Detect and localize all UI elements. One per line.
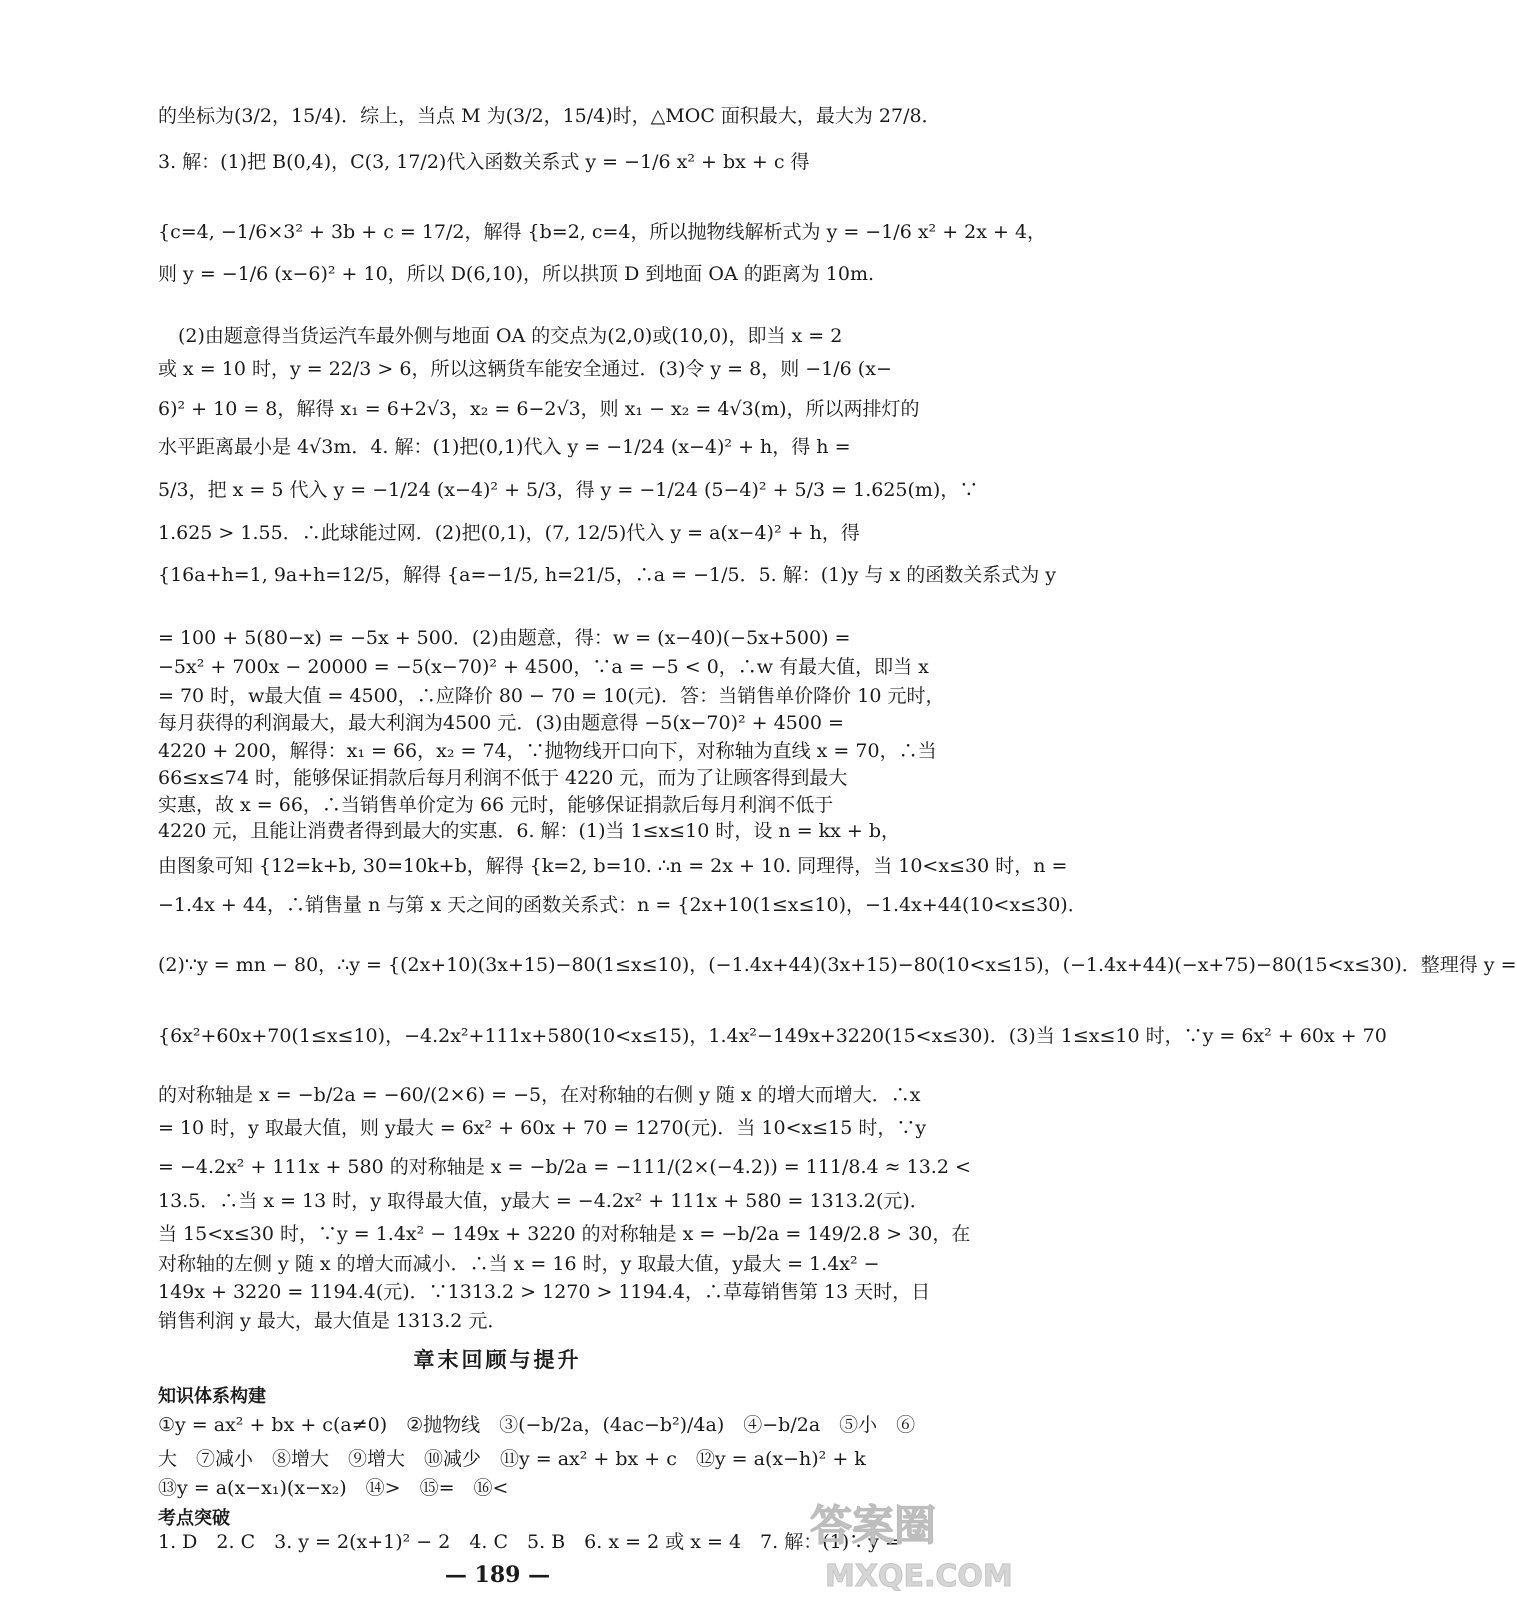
subheading: 知识体系构建 [158,1386,266,1407]
text-line: 的对称轴是 x = −b/2a = −60/(2×6) = −5，在对称轴的右侧 y 随 x 的增大而增大．∴x [158,1084,921,1106]
text-line: 实惠，故 x = 66，∴当销售单价定为 66 元时，能够保证捐款后每月利润不低于 [158,794,834,816]
text-line: = 10 时，y 取最大值，则 y最大 = 6x² + 60x + 70 = 1270(元)．当 10<x≤15 时，∵y [158,1117,927,1139]
review-line: 大 ⑦减小 ⑧增大 ⑨增大 ⑩减少 ⑪y = ax² + bx + c ⑫y = a(x−h)² + k [158,1448,866,1470]
text-line: (2)由题意得当货运汽车最外侧与地面 OA 的交点为(2,0)或(10,0)，即当 x = 2 [178,325,843,347]
text-line: 每月获得的利润最大，最大利润为4500 元．(3)由题意得 −5(x−70)² + 4500 = [158,712,844,734]
review-line: ①y = ax² + bx + c(a≠0) ②抛物线 ③(−b/2a，(4ac−b²)/4a) ④−b/2a ⑤小 ⑥ [158,1414,916,1436]
text-line: −5x² + 700x − 20000 = −5(x−70)² + 4500，∵a = −5 < 0，∴w 有最大值，即当 x [158,656,929,678]
subheading: 考点突破 [158,1508,230,1529]
svg-text:答案圈: 答案圈 [810,1501,937,1550]
svg-text:MXQE.COM: MXQE.COM [825,1559,1013,1594]
review-line: ⑬y = a(x−x₁)(x−x₂) ⑭> ⑮= ⑯< [158,1477,509,1499]
text-line: = 70 时，w最大值 = 4500，∴应降价 80 − 70 = 10(元)．答：当销售单价降价 10 元时， [158,685,945,707]
text-line: 13.5．∴当 x = 13 时，y 取得最大值，y最大 = −4.2x² + 111x + 580 = 1313.2(元)． [158,1190,929,1212]
watermark-logo-icon [790,1488,1013,1598]
text-line: {6x²+60x+70(1≤x≤10)，−4.2x²+111x+580(10<x≤15)，1.4x²−149x+3220(15<x≤30)．(3)当 1≤x≤10 时，∵y = 6x² + 60x + 70 [158,1025,1387,1047]
page-number: — 189 — [444,1562,551,1588]
text-line: 5/3，把 x = 5 代入 y = −1/24 (x−4)² + 5/3，得 y = −1/24 (5−4)² + 5/3 = 1.625(m)，∵ [158,479,979,501]
text-line: 则 y = −1/6 (x−6)² + 10，所以 D(6,10)，所以拱顶 D 到地面 OA 的距离为 10m. [158,263,875,285]
section-title: 章末回顾与提升 [413,1348,582,1372]
answers-line: 1. D 2. C 3. y = 2(x+1)² − 2 4. C 5. B 6. x = 2 或 x = 4 7. 解：(1)∵y = [158,1531,901,1553]
text-line: 当 15<x≤30 时，∵y = 1.4x² − 149x + 3220 的对称轴是 x = −b/2a = 149/2.8 > 30，在 [158,1223,971,1245]
text-line: 1.625 > 1.55．∴此球能过网．(2)把(0,1)，(7, 12/5)代入 y = a(x−4)² + h，得 [158,522,860,544]
text-line: 或 x = 10 时，y = 22/3 > 6，所以这辆货车能安全通过．(3)令 y = 8，则 −1/6 (x− [158,358,892,380]
text-line: −1.4x + 44，∴销售量 n 与第 x 天之间的函数关系式：n = {2x+10(1≤x≤10)，−1.4x+44(10<x≤30)． [158,894,1087,916]
text-line: 6)² + 10 = 8，解得 x₁ = 6+2√3，x₂ = 6−2√3，则 x₁ − x₂ = 4√3(m)，所以两排灯的 [158,398,920,420]
text-line: 水平距离最小是 4√3m．4. 解：(1)把(0,1)代入 y = −1/24 (x−4)² + h，得 h = [158,436,851,458]
text-line: 4220 元，且能让消费者得到最大的实惠．6. 解：(1)当 1≤x≤10 时，设 n = kx + b， [158,820,901,842]
text-line: 149x + 3220 = 1194.4(元)．∵1313.2 > 1270 > 1194.4，∴草莓销售第 13 天时，日 [158,1281,931,1303]
text-line: (2)∵y = mn − 80，∴y = {(2x+10)(3x+15)−80(1≤x≤10)，(−1.4x+44)(3x+15)−80(10<x≤15)，(−1.4x+44)(−x+75)−80(15<x≤30)．整理得 y = [158,954,1517,976]
text-line: 由图象可知 {12=k+b, 30=10k+b，解得 {k=2, b=10. ∴n = 2x + 10. 同理得，当 10<x≤30 时，n = [158,855,1068,877]
text-line: 的坐标为(3/2，15/4)．综上，当点 M 为(3/2，15/4)时，△MOC 面积最大，最大为 27/8． [158,105,941,127]
text-line: 4220 + 200，解得：x₁ = 66，x₂ = 74，∵抛物线开口向下，对称轴为直线 x = 70，∴当 [158,740,937,762]
text-line: {c=4, −1/6×3² + 3b + c = 17/2，解得 {b=2, c=4，所以抛物线解析式为 y = −1/6 x² + 2x + 4， [158,221,1047,243]
text-line: 对称轴的左侧 y 随 x 的增大而减小．∴当 x = 16 时，y 取最大值，y最大 = 1.4x² − [158,1253,880,1275]
text-line: {16a+h=1, 9a+h=12/5，解得 {a=−1/5, h=21/5，∴a = −1/5．5. 解：(1)y 与 x 的函数关系式为 y [158,564,1057,586]
text-line: = 100 + 5(80−x) = −5x + 500．(2)由题意，得：w = (x−40)(−5x+500) = [158,627,851,649]
text-line: = −4.2x² + 111x + 580 的对称轴是 x = −b/2a = −111/(2×(−4.2)) = 111/8.4 ≈ 13.2 < [158,1156,971,1178]
text-line: 销售利润 y 最大，最大值是 1313.2 元． [158,1310,507,1332]
text-line: 3. 解：(1)把 B(0,4)，C(3, 17/2)代入函数关系式 y = −1/6 x² + bx + c 得 [158,151,810,173]
text-line: 66≤x≤74 时，能够保证捐款后每月利润不低于 4220 元，而为了让顾客得到最大 [158,767,848,789]
